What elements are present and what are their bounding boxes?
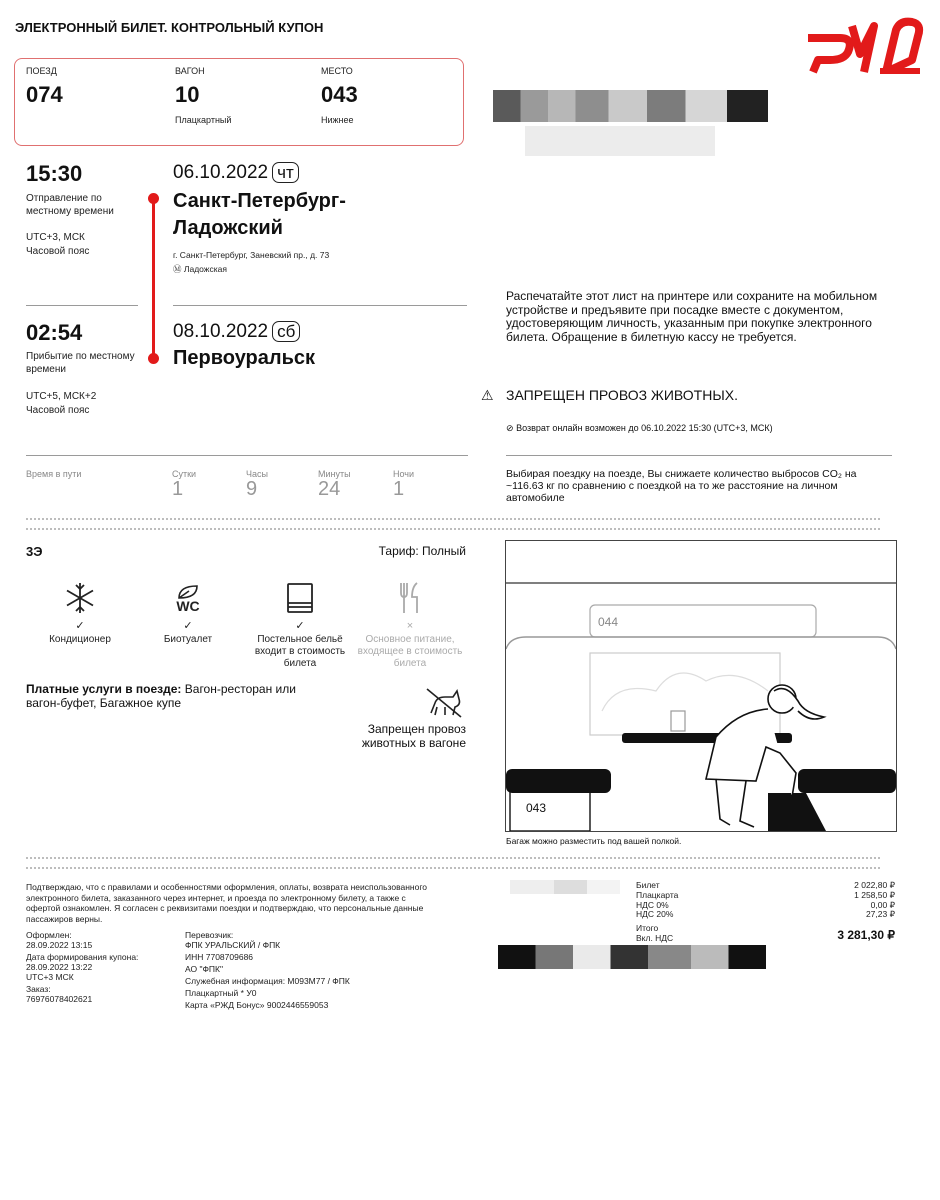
travel-hours-label: Часы [246,469,268,479]
issued-label: Оформлен: [26,930,72,940]
illustration-caption: Багаж можно разместить под вашей полкой. [506,836,682,846]
service-info: Служебная информация: М093М77 / ФПК [185,976,350,986]
route-start-dot [148,193,159,204]
service-class: 3Э [26,544,43,559]
travel-hours: 9 [246,478,258,500]
train-number: 074 [26,82,63,107]
carrier-label: Перевозчик: [185,930,234,940]
order-number: 76976078402621 [26,994,93,1004]
metro-name: Ладожская [183,264,227,274]
arrival-station: Первоуральск [173,347,316,369]
carrier-company: АО "ФПК" [185,964,224,974]
car-type: Плацкартный [175,115,232,125]
price-label-vat20: НДС 20% [636,909,674,919]
rzd-logo [800,14,924,74]
redacted-name [510,880,620,894]
coupon-label: Дата формирования купона: [26,952,139,962]
upper-seat-number: 044 [598,615,619,629]
redacted-barcode [498,945,766,969]
paid-services-text: Вагон-ресторан или вагон-буфет, Багажное купе [26,682,296,710]
price-label-vat0: НДС 0% [636,900,669,910]
carrier-name: ФПК УРАЛЬСКИЙ / ФПК [185,940,281,950]
travel-nights-label: Ночи [393,469,415,479]
travel-nights: 1 [393,478,405,500]
luggage-box [768,793,826,831]
amenity-bedding [245,578,355,670]
upper-berth [590,605,816,637]
travel-days-label: Сутки [172,469,197,479]
refund-icon: ⊘ [506,423,514,433]
departure-tz: UTC+3, МСК [26,232,85,243]
print-instructions: Распечатайте этот лист на принтере или сохраните на мобильном устройстве и предъявите при посадке вместе с документом, удостоверяющим личность, указанным при покупке электронного билета. Обращение в билетную кассу не требуется. [506,289,878,344]
departure-time: 15:30 [26,161,83,186]
arrival-tz: UTC+5, МСК+2 [26,391,97,402]
divider-dotted [26,518,880,530]
seat-type: Нижнее [321,115,354,125]
car-label: ВАГОН [175,66,205,76]
route-line [152,197,155,360]
travel-minutes-label: Минуты [318,469,351,479]
travel-time-label: Время в пути [26,469,82,479]
bonus-card: Карта «РЖД Бонус» 9002446559053 [185,1000,329,1010]
amenity-biotoilet [133,578,243,646]
check-mark: ✓ [183,620,193,632]
departure-tz-label: Часовой пояс [26,246,90,257]
route-end-dot [148,353,159,364]
bedding-icon [285,581,315,615]
vat-included-label: Вкл. НДС [636,933,674,943]
arrival-time: 02:54 [26,320,83,345]
refund-note [506,423,773,434]
lower-berth-right [798,769,896,793]
price-value-ticket: 2 022,80 ₽ [854,880,895,890]
amenity-air-conditioning [25,578,135,646]
snowflake-icon [63,581,97,615]
check-mark: ✓ [295,620,305,632]
consent-text: Подтверждаю, что с правилами и особенностями оформления, оплаты, возврата неиспользованного электронного билета, заказанного через интернет, и проезда по электронному билету, а также с офертой ознакомлен. Я согласен с реквизитами поездки и подтверждаю, что персональные данные пассажиров верны. [26,882,427,924]
coupon-tz: UTC+3 МСК [26,972,74,982]
departure-time-note: Отправление по местному времени [26,193,114,217]
price-value-vat20: 27,23 ₽ [865,909,895,919]
arrival-tz-label: Часовой пояс [26,405,90,416]
paid-services-label: Платные услуги в поезде: [26,682,182,696]
amenity-label: Кондиционер [49,634,111,645]
departure-date: 06.10.2022 [173,162,269,183]
arrival-date-line [173,321,300,343]
wc-icon: WC [176,598,200,614]
no-pets-icon [423,685,465,724]
departure-date-line [173,162,299,184]
luggage-illustration [505,540,897,832]
arrival-date: 08.10.2022 [173,321,269,342]
paid-services [26,682,326,710]
price-label-ticket: Билет [636,880,660,890]
departure-metro [173,264,227,275]
tariff: Тариф: Полный [378,544,466,558]
price-value-platzkart: 1 258,50 ₽ [854,890,895,900]
redacted-passenger [493,90,768,122]
lower-berth-left [506,769,611,793]
cup [671,711,685,731]
no-pets-text: Запрещен провоз животных в вагоне [361,722,466,750]
metro-icon: Ⓜ [173,264,182,274]
total-value: 3 281,30 ₽ [837,928,895,942]
travel-minutes: 24 [318,478,341,500]
arrival-time-note: Прибытие по местному времени [26,351,135,375]
cross-mark: × [406,620,414,632]
departure-address: г. Санкт-Петербург, Заневский пр., д. 73 [173,250,330,260]
co2-note: Выбирая поездку на поезде, Вы снижаете количество выбросов CO₂ на ~116.63 кг по сравнению с поездкой на то же расстояние на личном автомобиле [506,468,857,504]
amenity-label: Биотуалет [163,634,213,645]
seat-number: 043 [321,82,358,107]
divider-dotted [26,857,880,869]
total-label: Итого [636,923,659,933]
travel-days: 1 [172,478,184,500]
refund-text: Возврат онлайн возможен до 06.10.2022 15:30 (UTC+3, МСК) [516,423,773,433]
check-mark: ✓ [75,620,85,632]
warning-icon: ⚠ [481,387,494,403]
arrival-weekday: сб [272,321,300,342]
seat-label: МЕСТО [321,66,353,76]
car-number: 10 [175,82,200,107]
animals-warning: ЗАПРЕЩЕН ПРОВОЗ ЖИВОТНЫХ. [506,387,738,403]
ticket-box [14,58,464,146]
departure-weekday: чт [272,162,299,183]
coupon-date: 28.09.2022 13:22 [26,962,93,972]
fare-code: Плацкартный * У0 [185,988,257,998]
order-label: Заказ: [26,984,51,994]
amenity-meals [355,578,465,670]
amenity-label: Основное питание, входящее в стоимость билета [357,634,463,669]
issued-date: 28.09.2022 13:15 [26,940,93,950]
redacted-passenger-doc [525,126,715,156]
price-value-vat0: 0,00 ₽ [870,900,895,910]
train-label: ПОЕЗД [26,66,57,76]
price-label-platzkart: Плацкарта [636,890,679,900]
page-title: ЭЛЕКТРОННЫЙ БИЛЕТ. КОНТРОЛЬНЫЙ КУПОН [15,20,324,35]
cutlery-icon [395,581,425,615]
amenity-label: Постельное бельё входит в стоимость билета [254,634,346,669]
departure-station: Санкт-Петербург-Ладожский [173,190,346,239]
carrier-inn: ИНН 7708709686 [185,952,254,962]
lower-seat-number: 043 [526,801,547,815]
